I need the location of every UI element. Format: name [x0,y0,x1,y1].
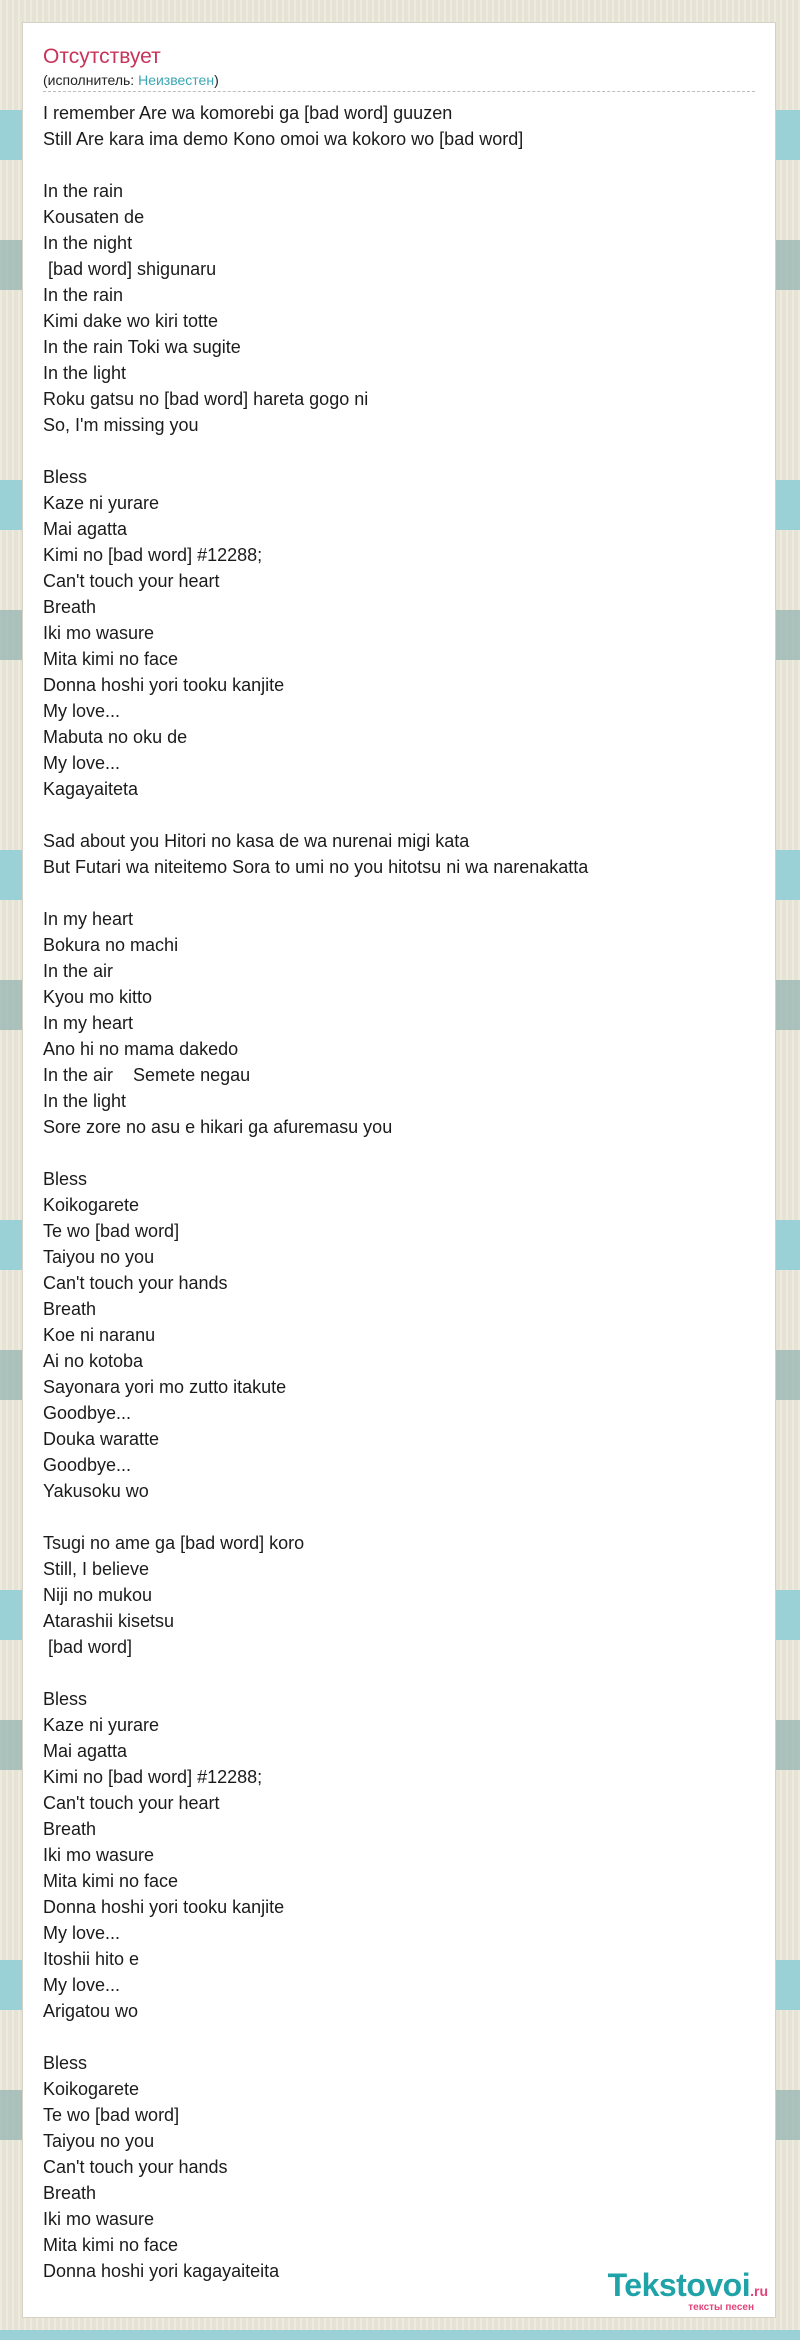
lyric-line: My love... [43,753,121,773]
lyric-line [43,802,743,828]
lyric-line [43,152,743,178]
lyric-line: Mita kimi no face [43,1871,179,1891]
artist-prefix: (исполнитель: [43,72,139,88]
lyric-line: My love... [43,701,121,721]
lyric-line: Arigatou wo [43,2001,139,2021]
lyric-line: My love... [43,1923,121,1943]
lyric-line: In the rain [43,285,124,305]
lyric-line: I remember Are wa komorebi ga [bad word] guuzen [43,103,453,123]
lyric-line: So, I'm missing you [43,415,199,435]
lyric-line: Donna hoshi yori tooku kanjite [43,675,285,695]
lyric-line: Te wo [bad word] [43,2105,180,2125]
lyric-line: Ano hi no mama dakedo [43,1039,239,1059]
lyric-line: In the light [43,1091,127,1111]
lyric-line: Roku gatsu no [bad word] hareta gogo ni [43,389,369,409]
lyric-line: Mai agatta [43,519,128,539]
lyric-line [43,2024,743,2050]
song-title: Отсутствует [43,45,161,68]
lyric-line: Iki mo wasure [43,623,155,643]
lyric-line: In the rain [43,181,124,201]
lyric-line: Ai no kotoba [43,1351,144,1371]
lyric-line: In my heart [43,1013,134,1033]
lyric-line: In the air Semete negau [43,1065,251,1085]
lyric-line: Mai agatta [43,1741,128,1761]
lyric-line: Still Are kara ima demo Kono omoi wa kokoro wo [bad word] [43,129,524,149]
lyric-line: Breath [43,1299,97,1319]
lyric-line: Still, I believe [43,1559,150,1579]
lyric-line: Bless [43,467,88,487]
lyric-line: Atarashii kisetsu [43,1611,175,1631]
lyric-line [43,880,743,906]
lyric-line: Breath [43,597,97,617]
lyric-line: Tsugi no ame ga [bad word] koro [43,1533,305,1553]
lyric-line: Kyou mo kitto [43,987,153,1007]
lyric-line [43,1660,743,1686]
lyric-line: Sad about you Hitori no kasa de wa nurenai migi kata [43,831,470,851]
lyric-line: Mabuta no oku de [43,727,188,747]
lyric-line: Donna hoshi yori kagayaiteita [43,2261,280,2281]
lyric-line: [bad word] shigunaru [43,259,217,279]
lyrics-page [22,22,776,2318]
lyric-line: Kaze ni yurare [43,493,160,513]
lyric-line [43,1140,743,1166]
lyric-line: Goodbye... [43,1403,132,1423]
lyric-line: Can't touch your heart [43,571,220,591]
lyric-line: Iki mo wasure [43,1845,155,1865]
lyric-line: In the night [43,233,133,253]
lyric-line: Kimi no [bad word] #12288; [43,1767,263,1787]
lyric-line: Douka waratte [43,1429,160,1449]
lyric-line: Koikogarete [43,2079,140,2099]
lyric-line: But Futari wa niteitemo Sora to umi no you hitotsu ni wa narenakatta [43,857,589,877]
lyric-line: Iki mo wasure [43,2209,155,2229]
lyric-line: Itoshii hito e [43,1949,140,1969]
lyric-line: Can't touch your heart [43,1793,220,1813]
lyric-line: Breath [43,1819,97,1839]
lyric-line: Niji no mukou [43,1585,153,1605]
lyric-line: Kagayaiteta [43,779,139,799]
lyric-line: Bokura no machi [43,935,179,955]
lyric-line: Kousaten de [43,207,145,227]
artist-link[interactable]: Неизвестен [138,72,215,88]
lyric-line: Te wo [bad word] [43,1221,180,1241]
lyric-line: Bless [43,1689,88,1709]
lyric-line: Mita kimi no face [43,649,179,669]
lyric-line: Bless [43,2053,88,2073]
site-logo[interactable] [607,2267,768,2313]
lyric-line: Taiyou no you [43,1247,155,1267]
lyric-line: Goodbye... [43,1455,132,1475]
lyric-line: In the air [43,961,114,981]
lyric-line: Breath [43,2183,97,2203]
lyric-line: Kaze ni yurare [43,1715,160,1735]
lyric-line: Bless [43,1169,88,1189]
lyric-line: Taiyou no you [43,2131,155,2151]
lyric-line: Yakusoku wo [43,1481,149,1501]
lyric-line: Koe ni naranu [43,1325,156,1345]
lyric-line [43,438,743,464]
logo-name: Tekstovoi [607,2267,751,2303]
lyrics-text [43,100,743,2284]
lyric-line: Sore zore no asu e hikari ga afuremasu you [43,1117,393,1137]
lyric-line: Mita kimi no face [43,2235,179,2255]
logo-tld: .ru [750,2283,768,2299]
lyric-line: In my heart [43,909,134,929]
lyric-line: Koikogarete [43,1195,140,1215]
logo-tagline: тексты песен [688,2302,754,2313]
lyric-line: In the light [43,363,127,383]
lyric-line [43,1504,743,1530]
lyric-line: Donna hoshi yori tooku kanjite [43,1897,285,1917]
lyric-line: My love... [43,1975,121,1995]
artist-line [43,72,219,88]
artist-suffix: ) [214,72,219,88]
lyric-line: In the rain Toki wa sugite [43,337,241,357]
lyric-line: Can't touch your hands [43,1273,228,1293]
title-divider [43,91,755,92]
lyric-line: [bad word] [43,1637,133,1657]
lyric-line: Kimi no [bad word] #12288; [43,545,263,565]
lyric-line: Sayonara yori mo zutto itakute [43,1377,287,1397]
lyric-line: Can't touch your hands [43,2157,228,2177]
lyric-line: Kimi dake wo kiri totte [43,311,219,331]
